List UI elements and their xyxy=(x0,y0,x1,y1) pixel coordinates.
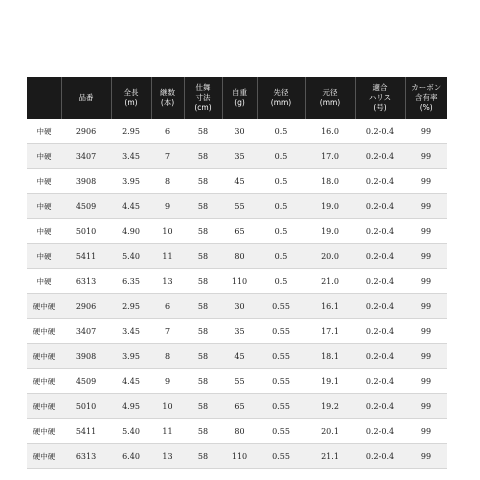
table-row xyxy=(27,394,447,419)
header-label-line: 寸法 xyxy=(195,93,211,102)
cell-sections: 13 xyxy=(151,444,184,469)
cell-weight: 45 xyxy=(222,169,257,194)
cell-butt-diameter: 16.0 xyxy=(305,119,355,144)
cell-length: 6.35 xyxy=(111,269,151,294)
cell-carbon-content: 99 xyxy=(405,294,447,319)
header-label-line: 元径 xyxy=(322,88,338,97)
cell-type: 中硬 xyxy=(27,269,61,294)
table-row xyxy=(27,144,447,169)
cell-type: 中硬 xyxy=(27,244,61,269)
cell-closed-length: 58 xyxy=(184,344,222,369)
header-label-line: (m) xyxy=(124,98,138,107)
cell-sections: 11 xyxy=(151,244,184,269)
cell-carbon-content: 99 xyxy=(405,169,447,194)
cell-tip-diameter: 0.55 xyxy=(257,294,305,319)
cell-closed-length: 58 xyxy=(184,269,222,294)
cell-part-number: 5010 xyxy=(61,394,111,419)
cell-line-size: 0.2-0.4 xyxy=(355,219,405,244)
cell-part-number: 5010 xyxy=(61,219,111,244)
cell-sections: 11 xyxy=(151,419,184,444)
cell-carbon-content: 99 xyxy=(405,219,447,244)
cell-length: 2.95 xyxy=(111,119,151,144)
cell-length: 2.95 xyxy=(111,294,151,319)
cell-butt-diameter: 19.2 xyxy=(305,394,355,419)
cell-part-number: 5411 xyxy=(61,419,111,444)
cell-tip-diameter: 0.55 xyxy=(257,394,305,419)
cell-length: 4.45 xyxy=(111,369,151,394)
cell-carbon-content: 99 xyxy=(405,194,447,219)
table-row xyxy=(27,169,447,194)
cell-length: 5.40 xyxy=(111,419,151,444)
header-closed-length xyxy=(184,77,222,119)
cell-weight: 65 xyxy=(222,219,257,244)
cell-tip-diameter: 0.5 xyxy=(257,219,305,244)
header-part-number xyxy=(61,77,111,119)
header-sections xyxy=(151,77,184,119)
cell-tip-diameter: 0.55 xyxy=(257,344,305,369)
cell-line-size: 0.2-0.4 xyxy=(355,269,405,294)
table-row xyxy=(27,344,447,369)
cell-butt-diameter: 17.1 xyxy=(305,319,355,344)
cell-sections: 6 xyxy=(151,119,184,144)
cell-carbon-content: 99 xyxy=(405,369,447,394)
cell-sections: 8 xyxy=(151,344,184,369)
cell-length: 6.40 xyxy=(111,444,151,469)
cell-butt-diameter: 20.0 xyxy=(305,244,355,269)
table-row xyxy=(27,294,447,319)
header-label-line: 適合 xyxy=(372,83,388,92)
cell-tip-diameter: 0.55 xyxy=(257,419,305,444)
cell-weight: 110 xyxy=(222,269,257,294)
cell-sections: 10 xyxy=(151,394,184,419)
header-label-line: カーボン xyxy=(411,83,442,92)
cell-type: 硬中硬 xyxy=(27,319,61,344)
cell-tip-diameter: 0.5 xyxy=(257,244,305,269)
cell-weight: 65 xyxy=(222,394,257,419)
cell-type: 硬中硬 xyxy=(27,369,61,394)
header-length xyxy=(111,77,151,119)
cell-part-number: 4509 xyxy=(61,194,111,219)
cell-type: 硬中硬 xyxy=(27,394,61,419)
header-label-line: 全長 xyxy=(123,88,139,97)
cell-weight: 35 xyxy=(222,144,257,169)
cell-tip-diameter: 0.55 xyxy=(257,444,305,469)
header-label-line: (mm) xyxy=(270,98,292,107)
cell-carbon-content: 99 xyxy=(405,269,447,294)
cell-sections: 9 xyxy=(151,194,184,219)
cell-length: 3.45 xyxy=(111,144,151,169)
cell-part-number: 6313 xyxy=(61,444,111,469)
cell-weight: 55 xyxy=(222,194,257,219)
cell-type: 硬中硬 xyxy=(27,344,61,369)
cell-carbon-content: 99 xyxy=(405,319,447,344)
header-label-line: (%) xyxy=(419,103,433,112)
header-line-size xyxy=(355,77,405,119)
cell-line-size: 0.2-0.4 xyxy=(355,244,405,269)
cell-length: 4.45 xyxy=(111,194,151,219)
header-label-line: 先径 xyxy=(273,88,289,97)
header-label-line: (本) xyxy=(160,98,175,107)
cell-part-number: 3908 xyxy=(61,344,111,369)
header-label-line: (g) xyxy=(234,98,245,107)
cell-closed-length: 58 xyxy=(184,444,222,469)
table-row xyxy=(27,194,447,219)
header-label-line: 仕舞 xyxy=(195,83,211,92)
cell-sections: 8 xyxy=(151,169,184,194)
cell-carbon-content: 99 xyxy=(405,119,447,144)
cell-sections: 13 xyxy=(151,269,184,294)
cell-butt-diameter: 19.0 xyxy=(305,219,355,244)
cell-tip-diameter: 0.5 xyxy=(257,144,305,169)
cell-part-number: 3407 xyxy=(61,319,111,344)
cell-weight: 80 xyxy=(222,419,257,444)
cell-type: 中硬 xyxy=(27,219,61,244)
cell-closed-length: 58 xyxy=(184,194,222,219)
cell-tip-diameter: 0.5 xyxy=(257,194,305,219)
cell-sections: 10 xyxy=(151,219,184,244)
cell-line-size: 0.2-0.4 xyxy=(355,144,405,169)
cell-tip-diameter: 0.55 xyxy=(257,369,305,394)
cell-length: 4.95 xyxy=(111,394,151,419)
cell-closed-length: 58 xyxy=(184,244,222,269)
cell-line-size: 0.2-0.4 xyxy=(355,419,405,444)
cell-tip-diameter: 0.55 xyxy=(257,319,305,344)
table-row xyxy=(27,244,447,269)
cell-type: 硬中硬 xyxy=(27,444,61,469)
header-label-line: (mm) xyxy=(319,98,341,107)
cell-part-number: 4509 xyxy=(61,369,111,394)
cell-closed-length: 58 xyxy=(184,119,222,144)
table-row xyxy=(27,319,447,344)
cell-sections: 7 xyxy=(151,144,184,169)
cell-length: 3.95 xyxy=(111,169,151,194)
cell-butt-diameter: 21.1 xyxy=(305,444,355,469)
cell-butt-diameter: 18.0 xyxy=(305,169,355,194)
cell-carbon-content: 99 xyxy=(405,144,447,169)
cell-part-number: 6313 xyxy=(61,269,111,294)
cell-weight: 30 xyxy=(222,119,257,144)
cell-tip-diameter: 0.5 xyxy=(257,119,305,144)
cell-weight: 110 xyxy=(222,444,257,469)
cell-closed-length: 58 xyxy=(184,419,222,444)
table-row xyxy=(27,269,447,294)
cell-carbon-content: 99 xyxy=(405,244,447,269)
cell-type: 中硬 xyxy=(27,194,61,219)
cell-tip-diameter: 0.5 xyxy=(257,269,305,294)
cell-tip-diameter: 0.5 xyxy=(257,169,305,194)
cell-sections: 6 xyxy=(151,294,184,319)
cell-weight: 35 xyxy=(222,319,257,344)
cell-type: 中硬 xyxy=(27,144,61,169)
table-row xyxy=(27,444,447,469)
cell-line-size: 0.2-0.4 xyxy=(355,119,405,144)
cell-carbon-content: 99 xyxy=(405,419,447,444)
cell-line-size: 0.2-0.4 xyxy=(355,319,405,344)
cell-part-number: 3407 xyxy=(61,144,111,169)
cell-weight: 30 xyxy=(222,294,257,319)
header-tip-diameter xyxy=(257,77,305,119)
cell-butt-diameter: 18.1 xyxy=(305,344,355,369)
cell-part-number: 2906 xyxy=(61,119,111,144)
cell-carbon-content: 99 xyxy=(405,444,447,469)
header-weight xyxy=(222,77,257,119)
cell-closed-length: 58 xyxy=(184,319,222,344)
header-label-line: (cm) xyxy=(194,103,212,112)
header-type xyxy=(27,77,61,119)
header-label-line: 継数 xyxy=(160,88,175,97)
cell-closed-length: 58 xyxy=(184,144,222,169)
header-carbon-content xyxy=(405,77,447,119)
cell-part-number: 5411 xyxy=(61,244,111,269)
cell-line-size: 0.2-0.4 xyxy=(355,444,405,469)
header-label-line: 含有率 xyxy=(415,93,438,102)
cell-line-size: 0.2-0.4 xyxy=(355,344,405,369)
cell-length: 4.90 xyxy=(111,219,151,244)
cell-closed-length: 58 xyxy=(184,294,222,319)
cell-butt-diameter: 16.1 xyxy=(305,294,355,319)
cell-butt-diameter: 21.0 xyxy=(305,269,355,294)
table-row xyxy=(27,219,447,244)
cell-type: 中硬 xyxy=(27,119,61,144)
table-row xyxy=(27,419,447,444)
cell-butt-diameter: 19.1 xyxy=(305,369,355,394)
cell-butt-diameter: 20.1 xyxy=(305,419,355,444)
cell-closed-length: 58 xyxy=(184,369,222,394)
cell-line-size: 0.2-0.4 xyxy=(355,169,405,194)
spec-table xyxy=(27,77,447,469)
cell-weight: 80 xyxy=(222,244,257,269)
cell-closed-length: 58 xyxy=(184,219,222,244)
cell-sections: 7 xyxy=(151,319,184,344)
table-body xyxy=(27,119,447,469)
cell-closed-length: 58 xyxy=(184,169,222,194)
header-label-line: 自重 xyxy=(232,88,247,97)
header-label-line: (号) xyxy=(373,103,387,112)
header-label-line: 品番 xyxy=(78,93,94,102)
cell-weight: 55 xyxy=(222,369,257,394)
table-row xyxy=(27,369,447,394)
cell-part-number: 3908 xyxy=(61,169,111,194)
cell-closed-length: 58 xyxy=(184,394,222,419)
cell-weight: 45 xyxy=(222,344,257,369)
cell-length: 3.95 xyxy=(111,344,151,369)
cell-line-size: 0.2-0.4 xyxy=(355,394,405,419)
cell-part-number: 2906 xyxy=(61,294,111,319)
header-butt-diameter xyxy=(305,77,355,119)
cell-length: 3.45 xyxy=(111,319,151,344)
cell-line-size: 0.2-0.4 xyxy=(355,294,405,319)
cell-type: 中硬 xyxy=(27,169,61,194)
cell-type: 硬中硬 xyxy=(27,419,61,444)
cell-sections: 9 xyxy=(151,369,184,394)
cell-line-size: 0.2-0.4 xyxy=(355,369,405,394)
cell-carbon-content: 99 xyxy=(405,394,447,419)
table-header xyxy=(27,77,447,119)
table-row xyxy=(27,119,447,144)
cell-butt-diameter: 17.0 xyxy=(305,144,355,169)
cell-carbon-content: 99 xyxy=(405,344,447,369)
header-label-line: ハリス xyxy=(368,93,392,102)
header-row xyxy=(27,77,447,119)
cell-butt-diameter: 19.0 xyxy=(305,194,355,219)
cell-line-size: 0.2-0.4 xyxy=(355,194,405,219)
cell-type: 硬中硬 xyxy=(27,294,61,319)
cell-length: 5.40 xyxy=(111,244,151,269)
